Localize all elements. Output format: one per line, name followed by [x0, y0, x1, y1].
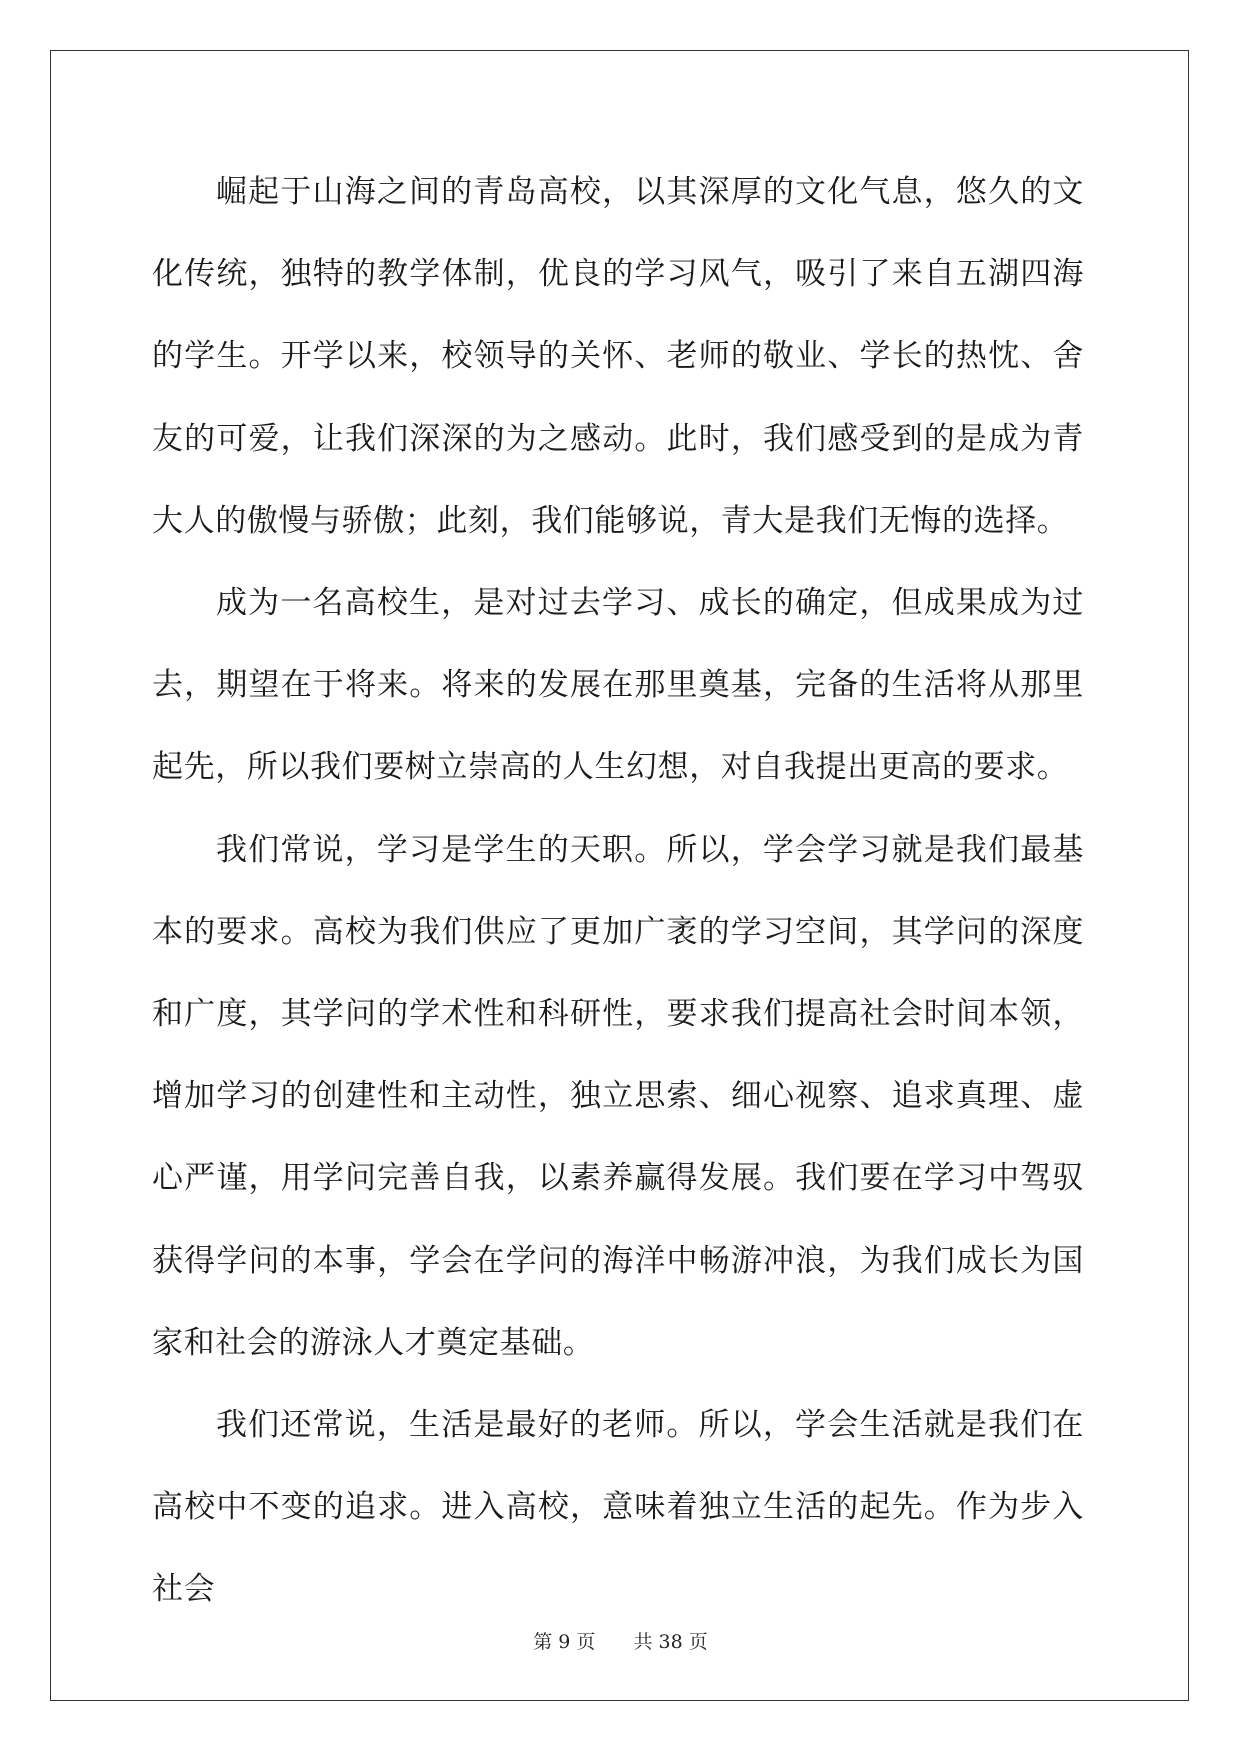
paragraph-3: 我们常说，学习是学生的天职。所以，学会学习就是我们最基本的要求。高校为我们供应了更加广袤的学习空间，其学问的深度和广度，其学问的学术性和科研性，要求我们提高社会时间本领，增加学习的创建性和主动性，独立思索、细心视察、追求真理、虚心严谨，用学问完善自我，以素养赢得发展。我们要在学习中驾驭获得学问的本事，学会在学问的海洋中畅游冲浪，为我们成长为国家和社会的游泳人才奠定基础。 — [152, 831, 1084, 1361]
page-number: 第 9 页 — [533, 1631, 596, 1653]
document-body — [152, 151, 1084, 1631]
paragraph-2: 成为一名高校生，是对过去学习、成长的确定，但成果成为过去，期望在于将来。将来的发展在那里奠基，完备的生活将从那里起先，所以我们要树立崇高的人生幻想，对自我提出更高的要求。 — [152, 585, 1084, 786]
paragraph-1: 崛起于山海之间的青岛高校，以其深厚的文化气息，悠久的文化传统，独特的教学体制，优良的学习风气，吸引了来自五湖四海的学生。开学以来，校领导的关怀、老师的敬业、学长的热忱、舍友的可爱，让我们深深的为之感动。此时，我们感受到的是成为青大人的傲慢与骄傲；此刻，我们能够说，青大是我们无悔的选择。 — [152, 174, 1084, 539]
page-total: 共 38 页 — [633, 1631, 708, 1653]
page-footer — [0, 1630, 1241, 1654]
paragraph-4: 我们还常说，生活是最好的老师。所以，学会生活就是我们在高校中不变的追求。进入高校，意味着独立生活的起先。作为步入社会 — [152, 1407, 1084, 1608]
